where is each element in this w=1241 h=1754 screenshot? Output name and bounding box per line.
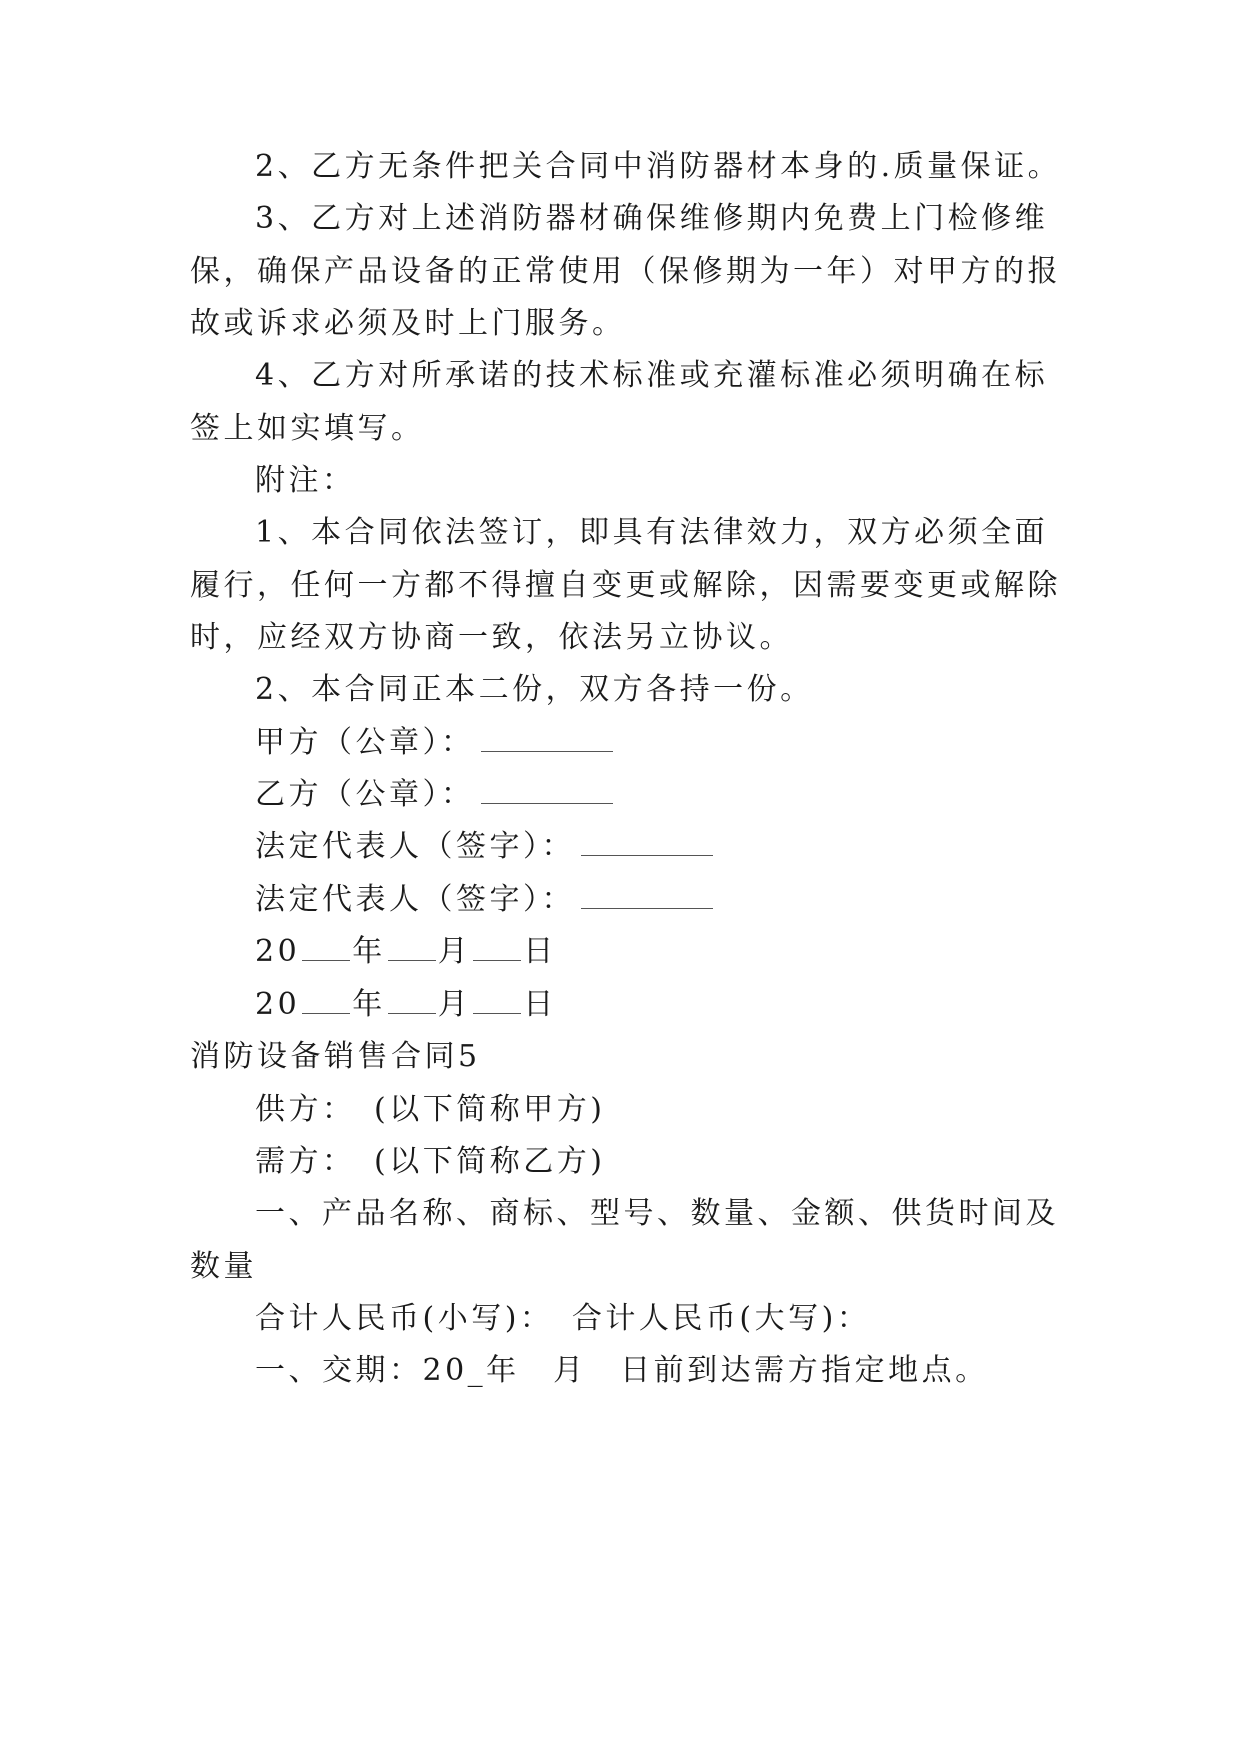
notes-heading: 附注： (255, 463, 356, 498)
product-heading-line-1: 一、产品名称、商标、型号、数量、金额、供货时间及 (255, 1196, 1059, 1231)
party-b-seal-line (255, 775, 613, 815)
date-prefix: 20 (255, 987, 301, 1022)
day-label: 日 (523, 987, 557, 1022)
day-blank (473, 934, 521, 961)
party-a-seal-label: 甲方（公章）： (255, 725, 475, 760)
party-b-seal-label: 乙方（公章）： (255, 777, 475, 812)
legal-rep-a-blank (581, 829, 713, 856)
buyer-line: 需方： (以下简称乙方) (255, 1144, 606, 1179)
delivery-date-line: 一、交期：20_年 月 日前到达需方指定地点。 (255, 1353, 989, 1388)
clause-3-line-3: 故或诉求必须及时上门服务。 (190, 306, 626, 341)
legal-rep-b-label: 法定代表人（签字）： (255, 882, 575, 917)
year-label: 年 (352, 934, 386, 969)
clause-3-line-2: 保，确保产品设备的正常使用（保修期为一年）对甲方的报 (190, 254, 1061, 289)
party-a-seal-line (255, 723, 613, 763)
month-label: 月 (437, 987, 472, 1022)
month-label: 月 (437, 934, 472, 969)
note-1-line-1: 1、本合同依法签订，即具有法律效力，双方必须全面 (255, 515, 1049, 550)
note-2: 2、本合同正本二份，双方各持一份。 (255, 672, 814, 707)
total-amount-line: 合计人民币(小写)： 合计人民币(大写)： (255, 1301, 871, 1336)
month-blank (388, 987, 436, 1014)
clause-2-quality: 2、乙方无条件把关合同中消防器材本身的.质量保证。 (255, 149, 1062, 184)
clause-4-line-2: 签上如实填写。 (190, 411, 425, 446)
note-1-line-2: 履行，任何一方都不得擅自变更或解除，因需要变更或解除 (190, 568, 1061, 603)
legal-rep-b-line (255, 880, 713, 920)
product-heading-line-2: 数量 (190, 1249, 257, 1284)
date-line-a (255, 932, 557, 972)
year-label: 年 (352, 987, 386, 1022)
year-blank (302, 934, 350, 961)
legal-rep-a-line (255, 827, 713, 867)
note-1-line-3: 时，应经双方协商一致，依法另立协议。 (190, 620, 793, 655)
party-a-seal-blank (481, 725, 613, 752)
section-title: 消防设备销售合同5 (190, 1039, 481, 1074)
legal-rep-a-label: 法定代表人（签字）： (255, 829, 575, 864)
year-blank (302, 987, 350, 1014)
clause-4-line-1: 4、乙方对所承诺的技术标准或充灌标准必须明确在标 (255, 358, 1049, 393)
date-prefix: 20 (255, 934, 301, 969)
date-line-b (255, 985, 557, 1025)
supplier-line: 供方： (以下简称甲方) (255, 1092, 606, 1127)
legal-rep-b-blank (581, 882, 713, 909)
day-label: 日 (523, 934, 557, 969)
month-blank (388, 934, 436, 961)
clause-3-line-1: 3、乙方对上述消防器材确保维修期内免费上门检修维 (255, 201, 1049, 236)
day-blank (473, 987, 521, 1014)
party-b-seal-blank (481, 777, 613, 804)
